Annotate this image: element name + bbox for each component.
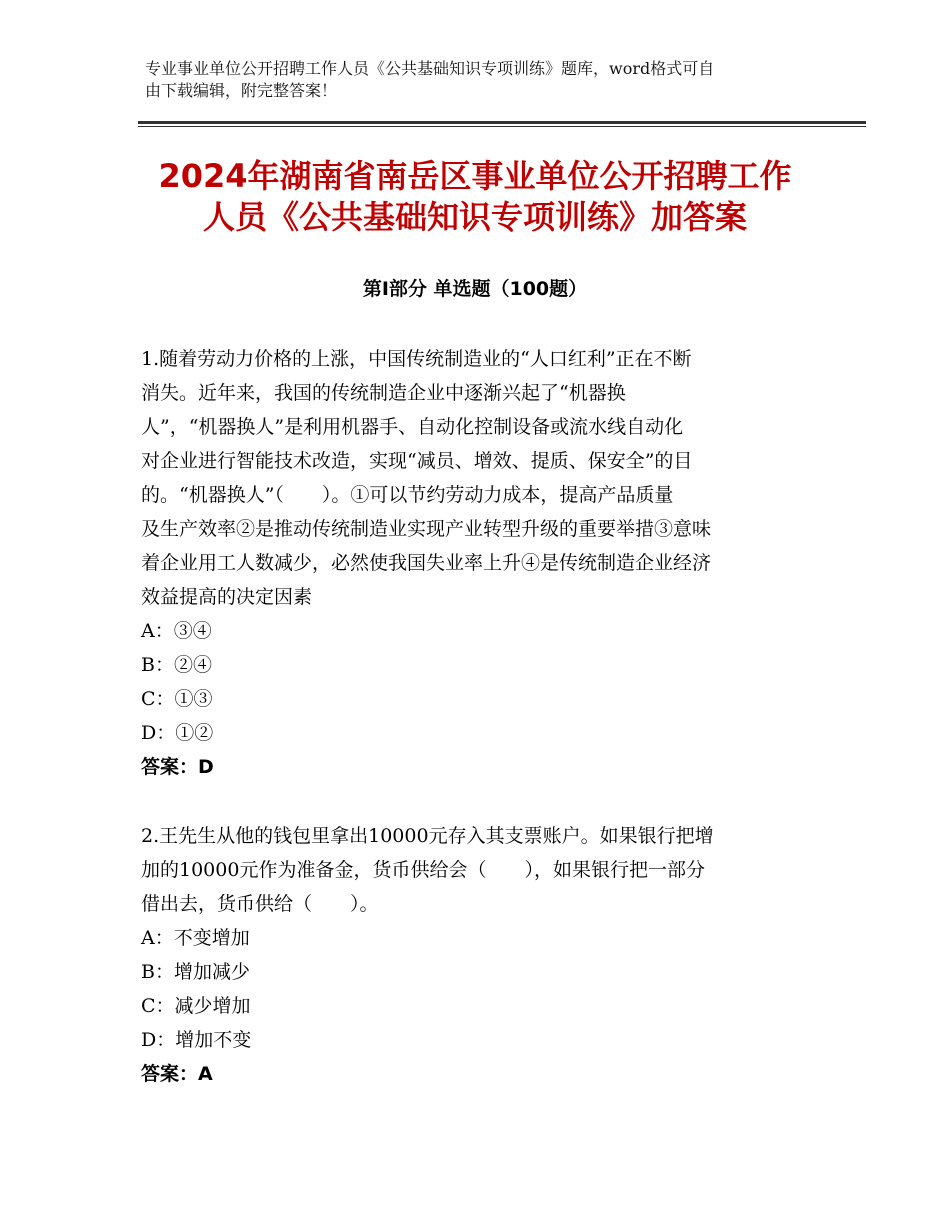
question-1 (141, 342, 801, 784)
section-heading: 第Ⅰ部分 单选题（100题） (362, 278, 588, 300)
question-stem (141, 342, 801, 614)
header-divider-thin (138, 126, 866, 127)
option-a: A：③④ (141, 620, 212, 642)
option-b: B：增加减少 (141, 961, 250, 983)
title-line: 人员《公共基础知识专项训练》加答案 (202, 198, 747, 236)
stem-line: 加的10000元作为准备金，货币供给会（ ），如果银行把一部分 (141, 859, 705, 881)
header-note-line: 由下载编辑，附完整答案！ (145, 81, 338, 100)
option-c: C：减少增加 (141, 995, 251, 1017)
stem-line: 着企业用工人数减少，必然使我国失业率上升④是传统制造企业经济 (141, 552, 712, 574)
stem-line: 借出去，货币供给（ ）。 (141, 893, 379, 915)
question-stem (141, 819, 801, 921)
document-title (120, 156, 830, 238)
stem-line: 消失。近年来，我国的传统制造企业中逐渐兴起了“机器换 (141, 382, 626, 404)
question-2 (141, 819, 801, 1091)
stem-line: 2.王先生从他的钱包里拿出10000元存入其支票账户。如果银行把增 (141, 825, 714, 847)
answer-label: 答案：D (141, 756, 214, 778)
stem-line: 人”，“机器换人”是利用机器手、自动化控制设备或流水线自动化 (141, 416, 684, 438)
option-d: D：①② (141, 722, 214, 744)
header-note (145, 58, 805, 102)
header-note-line: 专业事业单位公开招聘工作人员《公共基础知识专项训练》题库，word格式可自 (145, 59, 715, 78)
option-c: C：①③ (141, 688, 213, 710)
stem-line: 对企业进行智能技术改造，实现“减员、增效、提质、保安全”的目 (141, 450, 693, 472)
stem-line: 1.随着劳动力价格的上涨，中国传统制造业的“人口红利”正在不断 (141, 348, 692, 370)
header-divider (138, 121, 866, 124)
title-line: 2024年湖南省南岳区事业单位公开招聘工作 (158, 157, 792, 195)
stem-line: 效益提高的决定因素 (141, 586, 313, 608)
option-b: B：②④ (141, 654, 212, 676)
option-a: A：不变增加 (141, 927, 250, 949)
stem-line: 的。“机器换人”（ ）。①可以节约劳动力成本，提高产品质量 (141, 484, 674, 506)
answer-label: 答案：A (141, 1063, 213, 1085)
option-d: D：增加不变 (141, 1029, 252, 1051)
stem-line: 及生产效率②是推动传统制造业实现产业转型升级的重要举措③意味 (141, 518, 712, 540)
